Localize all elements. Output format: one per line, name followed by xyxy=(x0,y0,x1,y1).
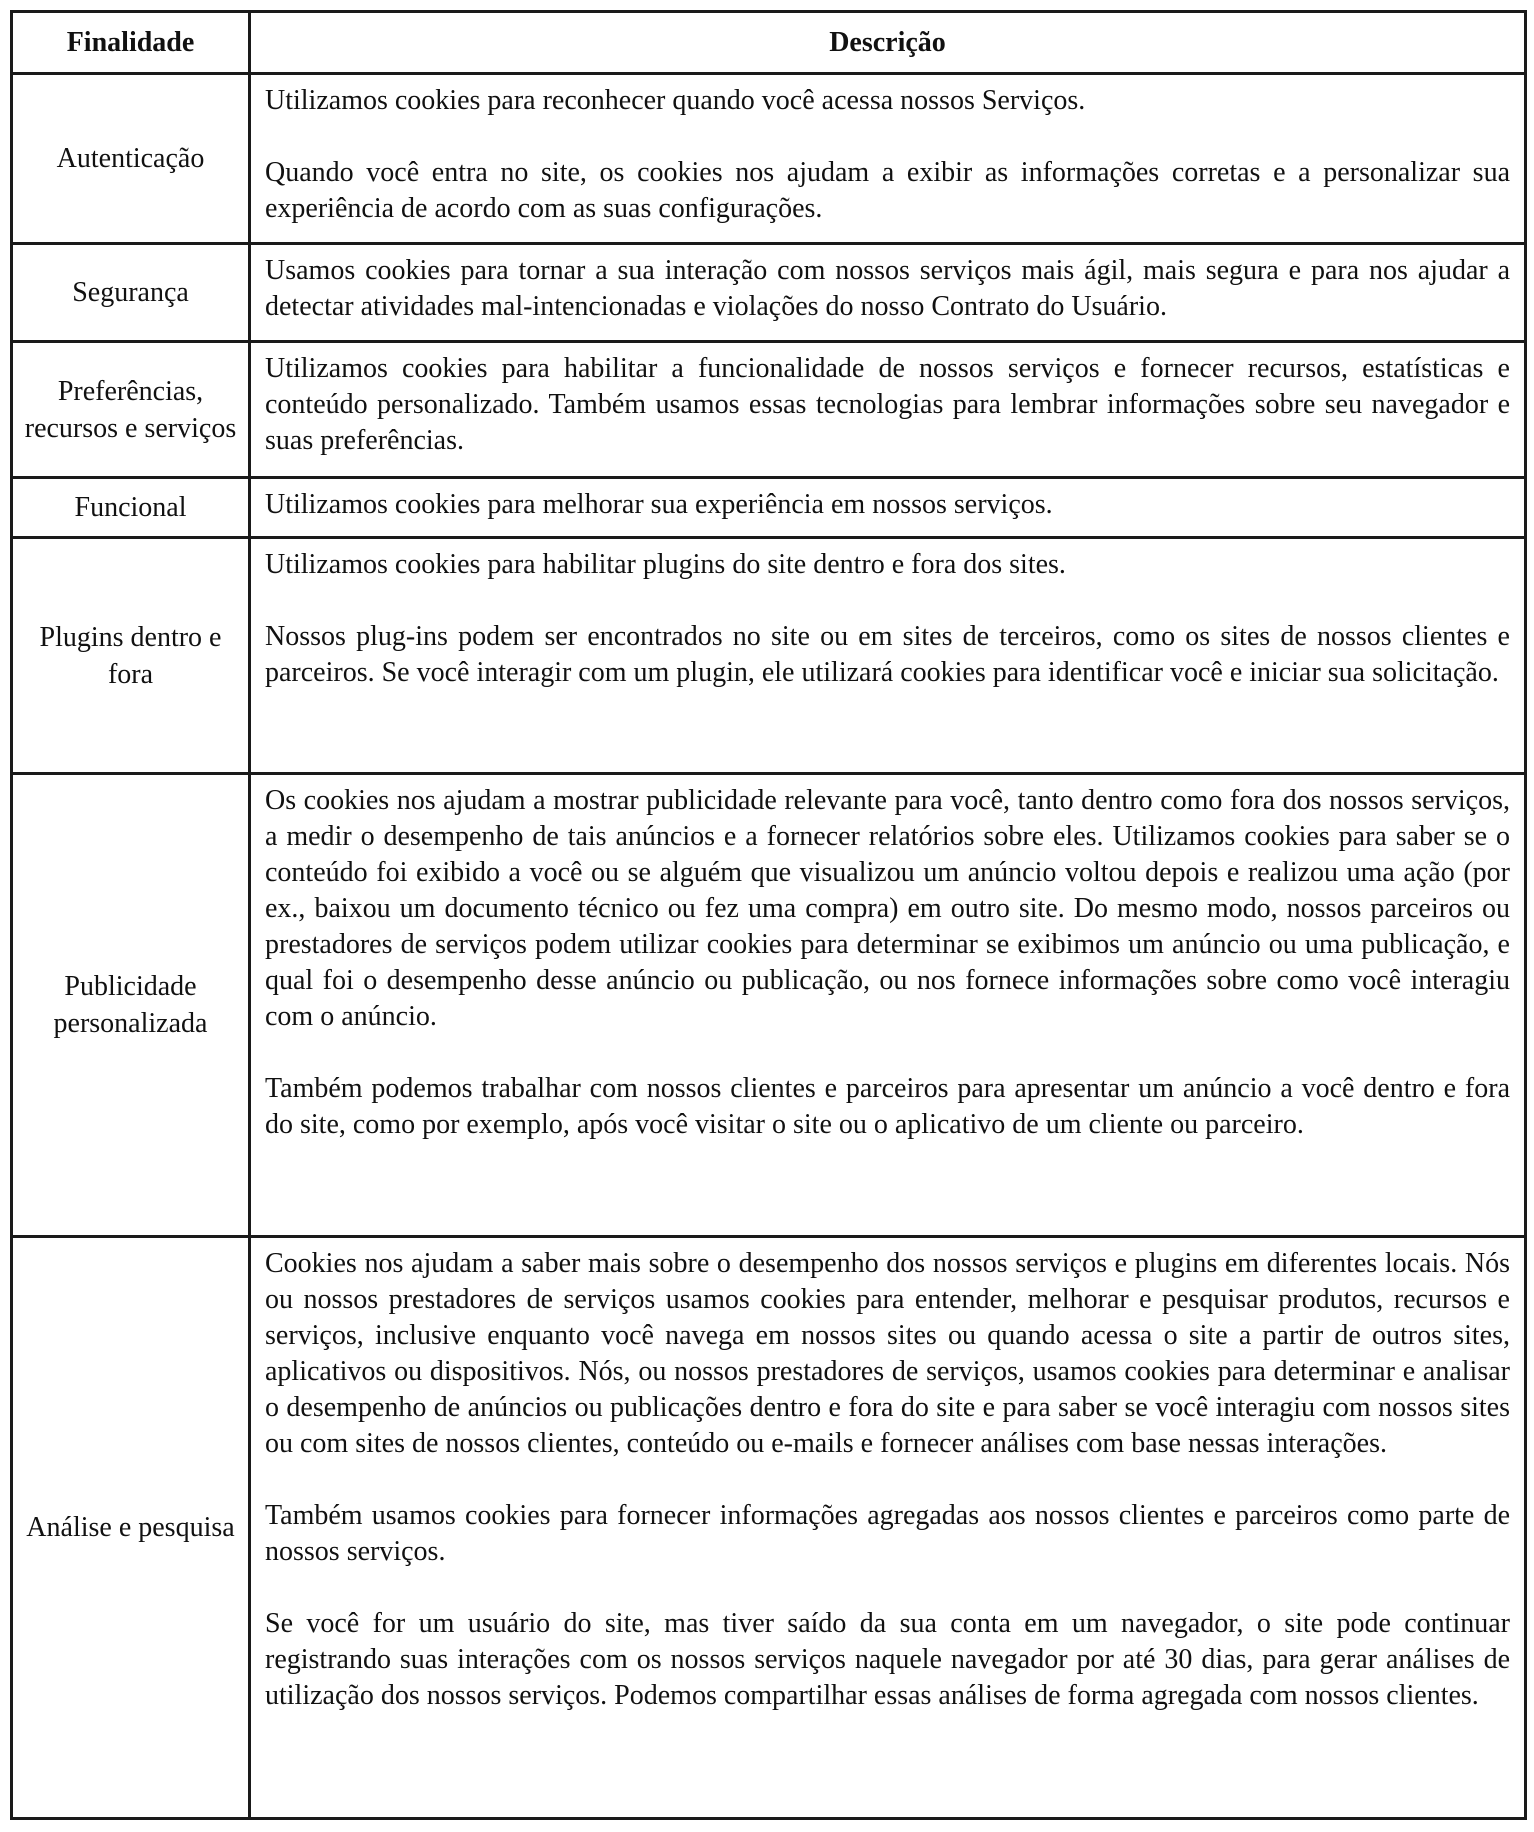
description-paragraph: Quando você entra no site, os cookies nos ajudam a exibir as informações corretas e a personalizar sua experiência de acordo com as suas configurações. xyxy=(265,157,1510,224)
table-row xyxy=(12,478,1526,538)
description-cell xyxy=(250,538,1526,774)
header-row xyxy=(12,12,1526,74)
description-cell xyxy=(250,74,1526,244)
description-paragraph: Utilizamos cookies para habilitar plugins do site dentro e fora dos sites. xyxy=(265,549,1066,580)
table-row xyxy=(12,1237,1526,1819)
purpose-cell: Plugins dentro e fora xyxy=(12,538,250,774)
purpose-cell: Preferências, recursos e serviços xyxy=(12,342,250,478)
cookie-purposes-table xyxy=(10,10,1527,1820)
description-paragraph: Cookies nos ajudam a saber mais sobre o desempenho dos nossos serviços e plugins em diferentes locais. Nós ou nossos prestadores de serviços usamos cookies para entender, melhorar e pesquisar produtos, recursos e serviços, inclusive enquanto você navega em nossos sites ou quando acessa o site a partir de outros sites, aplicativos ou dispositivos. Nós, ou nossos prestadores de serviços, usamos cookies para determinar e analisar o desempenho de anúncios ou publicações dentro e fora do site e para saber se você interagiu com nossos sites ou com sites de nossos clientes, conteúdo ou e-mails e fornecer análises com base nessas interações. xyxy=(265,1248,1510,1459)
table-row xyxy=(12,244,1526,342)
description-paragraph: Também podemos trabalhar com nossos clientes e parceiros para apresentar um anúncio a você dentro e fora do site, como por exemplo, após você visitar o site ou o aplicativo de um cliente ou parceiro. xyxy=(265,1073,1510,1140)
header-purpose: Finalidade xyxy=(12,12,250,74)
description-paragraph: Utilizamos cookies para reconhecer quando você acessa nossos Serviços. xyxy=(265,85,1086,116)
table-row xyxy=(12,342,1526,478)
purpose-cell: Funcional xyxy=(12,478,250,538)
description-paragraph: Utilizamos cookies para melhorar sua experiência em nossos serviços. xyxy=(265,489,1053,520)
description-paragraph: Também usamos cookies para fornecer informações agregadas aos nossos clientes e parceiros como parte de nossos serviços. xyxy=(265,1500,1510,1567)
description-paragraph: Nossos plug-ins podem ser encontrados no site ou em sites de terceiros, como os sites de nossos clientes e parceiros. Se você interagir com um plugin, ele utilizará cookies para identificar você e iniciar sua solicitação. xyxy=(265,621,1510,688)
description-paragraph: Utilizamos cookies para habilitar a funcionalidade de nossos serviços e fornecer recursos, estatísticas e conteúdo personalizado. Também usamos essas tecnologias para lembrar informações sobre seu navegador e suas preferências. xyxy=(265,353,1510,456)
description-paragraph: Os cookies nos ajudam a mostrar publicidade relevante para você, tanto dentro como fora dos nossos serviços, a medir o desempenho de tais anúncios e a fornecer relatórios sobre eles. Utilizamos cookies para saber se o conteúdo foi exibido a você ou se alguém que visualizou um anúncio voltou depois e realizou uma ação (por ex., baixou um documento técnico ou fez uma compra) em outro site. Do mesmo modo, nossos parceiros ou prestadores de serviços podem utilizar cookies para determinar se exibimos um anúncio ou uma publicação, e qual foi o desempenho desse anúncio ou publicação, ou nos fornece informações sobre como você interagiu com o anúncio. xyxy=(265,785,1510,1032)
description-cell xyxy=(250,342,1526,478)
purpose-cell: Autenticação xyxy=(12,74,250,244)
purpose-cell: Publicidade personalizada xyxy=(12,774,250,1237)
description-cell xyxy=(250,1237,1526,1819)
description-cell xyxy=(250,478,1526,538)
table-row xyxy=(12,538,1526,774)
description-paragraph: Usamos cookies para tornar a sua interação com nossos serviços mais ágil, mais segura e para nos ajudar a detectar atividades mal-intencionadas e violações do nosso Contrato do Usuário. xyxy=(265,255,1510,322)
table-row xyxy=(12,774,1526,1237)
header-description: Descrição xyxy=(250,12,1526,74)
description-cell xyxy=(250,244,1526,342)
table-row xyxy=(12,74,1526,244)
purpose-cell: Segurança xyxy=(12,244,250,342)
description-paragraph: Se você for um usuário do site, mas tiver saído da sua conta em um navegador, o site pode continuar registrando suas interações com os nossos serviços naquele navegador por até 30 dias, para gerar análises de utilização dos nossos serviços. Podemos compartilhar essas análises de forma agregada com nossos clientes. xyxy=(265,1608,1510,1711)
description-cell xyxy=(250,774,1526,1237)
purpose-cell: Análise e pesquisa xyxy=(12,1237,250,1819)
